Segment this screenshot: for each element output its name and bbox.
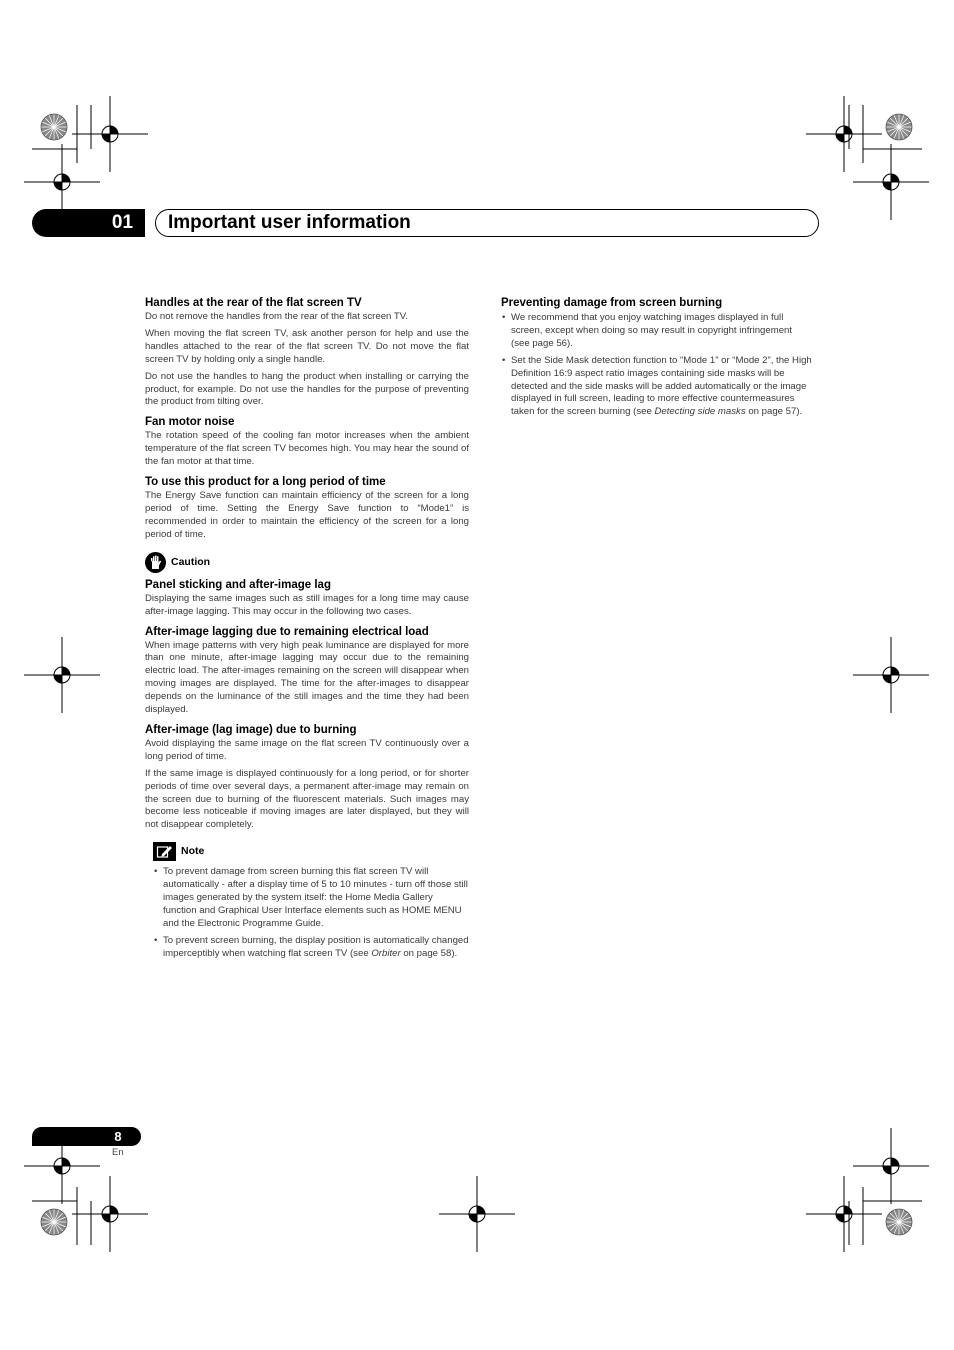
note-label: Note	[181, 845, 205, 858]
note-callout	[153, 842, 469, 861]
chapter-number: 01	[111, 212, 134, 233]
section-fan-noise	[145, 415, 469, 469]
caution-callout	[145, 552, 469, 573]
list-item: • Set the Side Mask detection function to “Mode 1” or “Mode 2”, the High Definition 16:9 aspect ratio images containing side masks will be detected and the side masks will be added automatically or the image displayed in full screen, leading to more effective countermeasures taken for the screen burning (see Detecting side masks on page 57).	[501, 355, 813, 420]
paragraph: When moving the flat screen TV, ask another person for help and use the handles attached to the rear of the flat screen TV. Do not move the flat screen TV by holding only a single handle.	[145, 327, 469, 365]
paragraph: The Energy Save function can maintain efficiency of the screen for a long period of time. Setting the Energy Save function to “Mode1” is recommended in order to maintain the efficiency of the screen for a long period of time.	[145, 490, 469, 540]
right-column	[501, 296, 813, 425]
paragraph: When image patterns with very high peak luminance are displayed for more than one minute, after-image lagging may occur due to the remaining electric load. The after-images remaining on the screen will disappear when moving images are displayed. The time for the after-images to disappear depends on the luminance of the still images and the time they had been displayed.	[145, 639, 469, 716]
paragraph: Do not use the handles to hang the product when installing or carrying the product, for example. Do not use the handles for the purpose of preventing the product from tilting over.	[145, 370, 469, 408]
section-heading: Handles at the rear of the flat screen TV	[145, 297, 362, 309]
paragraph: Avoid displaying the same image on the flat screen TV continuously over a long period of time.	[145, 737, 469, 762]
paragraph: Do not remove the handles from the rear of the flat screen TV.	[145, 311, 408, 322]
section-electrical-load	[145, 625, 469, 717]
caution-hand-icon	[145, 552, 166, 573]
note-block	[145, 842, 469, 960]
list-item: • To prevent damage from screen burning this flat screen TV will automatically - after a display time of 5 to 10 minutes - turn off those still images generated by the system itself: the Home Media Gallery function and Graphical User Interface elements such as HOME MENU and the Electronic Programme Guide.	[153, 866, 469, 931]
section-heading: To use this product for a long period of time	[145, 476, 386, 489]
paragraph: If the same image is displayed continuously for a long period, or for shorter periods of time over several days, a permanent after-image may remain on the screen due to burning of the fluorescent materials. Such images may become less noticeable if moving images are later displayed, but they will not disappear completely.	[145, 767, 469, 831]
section-heading: Preventing damage from screen burning	[501, 297, 723, 309]
paragraph: The rotation speed of the cooling fan motor increases when the ambient temperature of the flat screen TV becomes high. You may hear the sound of the fan motor at that time.	[145, 430, 469, 468]
left-column	[145, 296, 469, 965]
section-heading: Fan motor noise	[145, 416, 235, 429]
chapter-title: Important user information	[168, 212, 411, 233]
section-panel-sticking	[145, 578, 469, 619]
page-number: 8	[114, 1129, 122, 1144]
paragraph: Displaying the same images such as still images for a long time may cause after-image lagging. This may occur in the following two cases.	[145, 592, 469, 617]
note-list	[153, 866, 469, 960]
bullet-list	[501, 312, 813, 419]
section-heading: After-image (lag image) due to burning	[145, 723, 357, 736]
section-handles	[145, 296, 469, 409]
section-heading: After-image lagging due to remaining electrical load	[145, 625, 429, 638]
section-heading: Panel sticking and after-image lag	[145, 578, 331, 591]
section-burning	[145, 723, 469, 832]
caution-label: Caution	[171, 555, 211, 568]
page-language: En	[112, 1147, 124, 1158]
list-item: • We recommend that you enjoy watching images displayed in full screen, except when doing so may result in copyright infringement (see page 56).	[501, 312, 813, 351]
note-pencil-icon	[153, 842, 176, 861]
section-long-use	[145, 475, 469, 542]
section-preventing-burning	[501, 296, 813, 419]
list-item: • To prevent screen burning, the display position is automatically changed imperceptibly when watching flat screen TV (see Orbiter on page 58).	[153, 935, 469, 961]
